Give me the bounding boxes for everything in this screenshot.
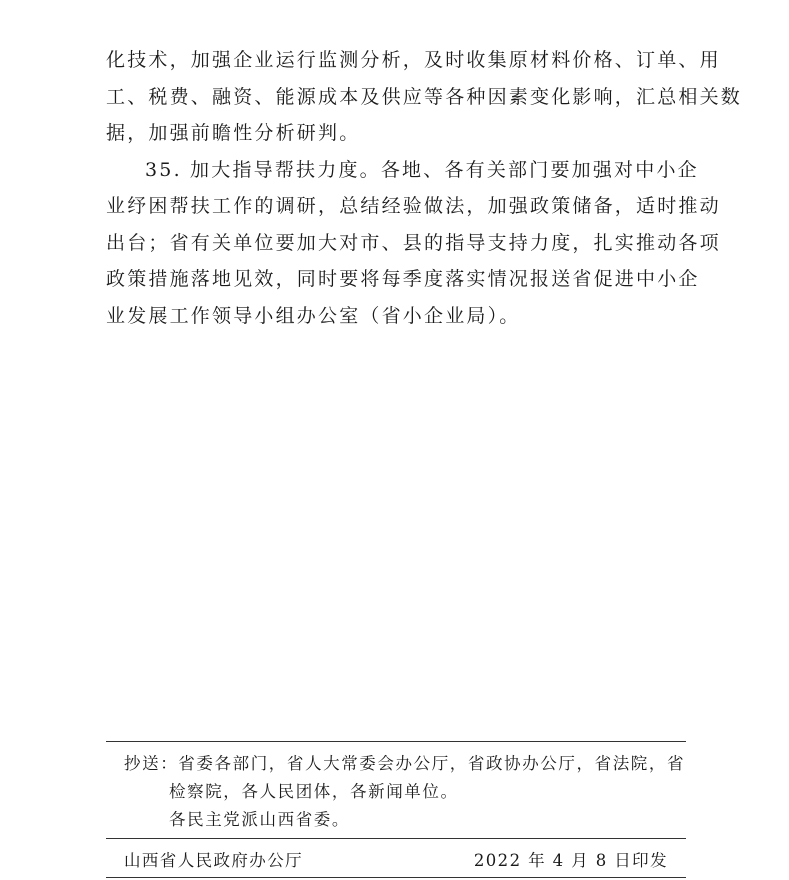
- cc-line-1: 抄送：省委各部门，省人大常委会办公厅，省政协办公厅，省法院，省: [124, 754, 686, 773]
- body-line: 业发展工作领导小组办公室（省小企业局）。: [106, 304, 521, 327]
- issue-date: 2022 年 4 月 8 日印发: [473, 851, 668, 870]
- cc-line-2: 检察院，各人民团体，各新闻单位。: [169, 782, 459, 801]
- body-line-item-35-heading: 35. 加大指导帮扶力度。各地、各有关部门要加强对中小企: [145, 158, 699, 181]
- cc-line-3: 各民主党派山西省委。: [169, 810, 350, 829]
- body-line: 业纾困帮扶工作的调研，总结经验做法，加强政策储备，适时推动: [106, 195, 721, 217]
- cc-distribution-block: [106, 741, 686, 839]
- issuer-name: 山西省人民政府办公厅: [124, 851, 303, 870]
- body-line: 据，加强前瞻性分析研判。: [106, 122, 361, 144]
- body-line: 出台；省有关单位要加大对市、县的指导支持力度，扎实推动各项: [106, 231, 721, 254]
- body-line: 工、税费、融资、能源成本及供应等各种因素变化影响，汇总相关数: [106, 85, 743, 108]
- issuance-footer: [106, 837, 686, 878]
- document-body: [106, 42, 743, 334]
- body-line: 政策措施落地见效，同时要将每季度落实情况报送省促进中小企: [106, 268, 700, 290]
- body-line: 化技术，加强企业运行监测分析，及时收集原材料价格、订单、用: [106, 49, 721, 71]
